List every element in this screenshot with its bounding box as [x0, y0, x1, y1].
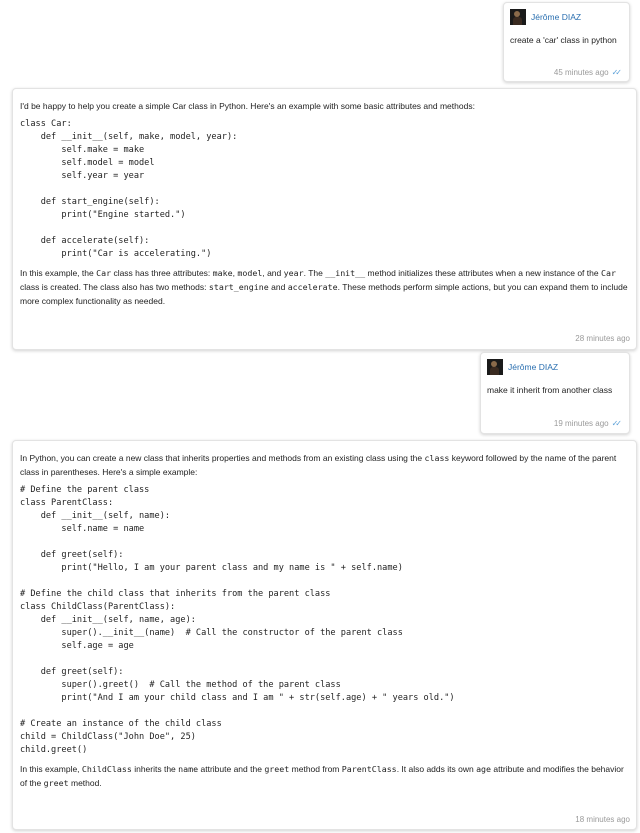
outro-text: class has three attributes:: [111, 268, 213, 278]
outro-text: . The: [303, 268, 326, 278]
inline-code: name: [178, 764, 199, 774]
assistant-message-1: [12, 88, 637, 350]
inline-code: greet: [264, 764, 290, 774]
inline-code: Car: [96, 268, 112, 278]
message-meta: [554, 68, 619, 77]
inline-code: ChildClass: [81, 764, 132, 774]
double-check-icon: ✓✓: [611, 68, 619, 77]
user-message-2: [480, 352, 630, 434]
code-block: class Car: def __init__(self, make, model, year): self.make = make self.model = model self.year = year def start_engine(self): print("Engine started.") def accelerate(self): print("Car is accelerating."): [20, 119, 238, 259]
outro-text: . It also adds its own: [396, 764, 477, 774]
inline-code: model: [237, 268, 263, 278]
message-text: create a 'car' class in python: [510, 35, 617, 45]
message-header: [487, 358, 558, 376]
inline-code: __init__: [325, 268, 366, 278]
assistant-message-2: [12, 440, 637, 830]
outro-text: and: [268, 282, 288, 292]
message-meta: [554, 419, 619, 428]
intro-text: keyword followed by the name of the parent class in parentheses. Here's a simple example:: [20, 453, 617, 477]
outro-text: inherits the: [131, 764, 179, 774]
outro-text: ,: [232, 268, 238, 278]
inline-code: class: [424, 453, 450, 463]
inline-code: greet: [43, 778, 69, 788]
timestamp: 19 minutes ago: [553, 419, 609, 428]
inline-code: make: [212, 268, 233, 278]
message-outro: [20, 266, 629, 308]
outro-text: method.: [68, 778, 102, 788]
message-intro: [20, 451, 629, 479]
intro-text: In Python, you can create a new class that inherits properties and methods from an existing class using the: [20, 453, 425, 463]
inline-code: year: [283, 268, 304, 278]
intro-text: I'd be happy to help you create a simple Car class in Python. Here's an example with some basic attributes and methods:: [20, 101, 475, 111]
message-header: [510, 8, 581, 26]
message-intro: [20, 99, 629, 113]
timestamp: 18 minutes ago: [575, 815, 630, 824]
timestamp: 28 minutes ago: [575, 334, 630, 343]
outro-text: attribute and modifies the behavior of the: [20, 764, 624, 788]
message-meta: [575, 815, 630, 824]
outro-text: method from: [289, 764, 342, 774]
user-avatar-icon: [510, 9, 526, 25]
timestamp: 45 minutes ago: [553, 68, 609, 77]
outro-text: , and: [262, 268, 284, 278]
outro-text: . These methods perform simple actions, but you can expand them to include more complex functionality as needed.: [20, 282, 628, 306]
message-outro: [20, 762, 629, 790]
outro-text: class is created. The class also has two methods:: [20, 282, 209, 292]
author-name: Jérôme DIAZ: [531, 12, 582, 22]
inline-code: age: [476, 764, 492, 774]
double-check-icon: ✓✓: [611, 419, 619, 428]
inline-code: ParentClass: [341, 764, 397, 774]
outro-text: method initializes these attributes when a new instance of the: [365, 268, 601, 278]
user-message-1: [503, 2, 630, 82]
outro-text: attribute and the: [198, 764, 265, 774]
inline-code: Car: [600, 268, 616, 278]
outro-text: In this example,: [20, 764, 82, 774]
message-meta: [575, 334, 630, 343]
inline-code: accelerate: [287, 282, 338, 292]
inline-code: start_engine: [208, 282, 269, 292]
outro-text: In this example, the: [20, 268, 97, 278]
user-avatar-icon: [487, 359, 503, 375]
message-text: make it inherit from another class: [487, 385, 613, 395]
author-name: Jérôme DIAZ: [508, 362, 559, 372]
code-block: # Define the parent class class ParentClass: def __init__(self, name): self.name = name def greet(self): print("Hello, I am your parent class and my name is " + self.name) # Define the child class that inherits from the parent class class ChildClass(ParentClass): def __init__(self, name, age): super().__init__(name) # Call the constructor of the parent class self.age = age def greet(self): super().greet() # Call the method of the parent class print("And I am your child class and I am " + str(self.age) + " years old.") # Create an instance of the child class child = ChildClass("John Doe", 25) child.greet(): [20, 485, 455, 755]
